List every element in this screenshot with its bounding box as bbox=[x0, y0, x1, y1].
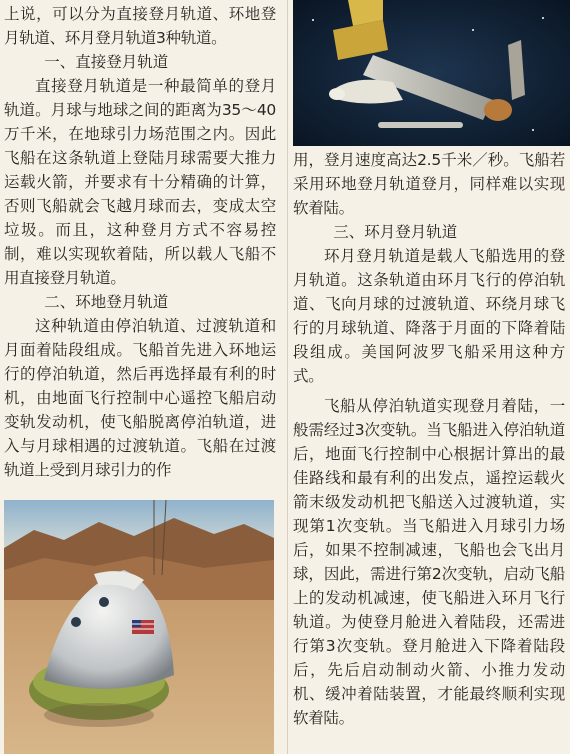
heading-direct-orbit: 一、直接登月轨道 bbox=[44, 53, 169, 71]
paragraph-orbit-transfer: 飞船从停泊轨道实现登月着陆，一般需经过3次变轨。当飞船进入停泊轨道后，地面飞行控制中心根据计算出的最佳路线和最有利的出发点，遥控运载火箭末级发动机把飞船送入过渡轨道，实现第1次变轨。当飞船进入月球引力场后，如果不控制减速，飞船也会飞出月球，因此，需进行第2次变轨，启动飞船上的发动机减速，使飞船进入环月飞行轨道。为使登月舱进入着陆段，还需进行第3次变轨。登月舱进入下降着陆段后，先后启动制动火箭、小推力发动机、缓冲着陆装置，才能最终顺利实现软着陆。 bbox=[293, 397, 565, 727]
intro-paragraph: 上说，可以分为直接登月轨道、环地登月轨道、环月登月轨道3种轨道。 bbox=[4, 5, 276, 47]
paragraph-earth-orbit: 这种轨道由停泊轨道、过渡轨道和月面着陆段组成。飞船首先进入环地运行的停泊轨道，然后再选择最有利的时机，由地面飞行控制中心遥控飞船启动变轨发动机，使飞船脱离停泊轨道，进入与月球相遇的过渡轨道。飞船在过渡轨道上受到月球引力的作 bbox=[4, 317, 276, 479]
capsule-desert-photo bbox=[4, 500, 274, 754]
heading-lunar-orbit: 三、环月登月轨道 bbox=[333, 223, 458, 241]
spacecraft-illustration bbox=[293, 0, 570, 146]
right-text bbox=[293, 148, 565, 730]
left-text-top bbox=[4, 2, 276, 482]
paragraph-lunar-orbit: 环月登月轨道是载人飞船选用的登月轨道。这条轨道由环月飞行的停泊轨道、飞向月球的过渡轨道、环绕月球飞行的月球轨道、降落于月面的下降着陆段组成。美国阿波罗飞船采用这种方式。 bbox=[293, 247, 565, 385]
heading-earth-orbit: 二、环地登月轨道 bbox=[44, 293, 169, 311]
capsule-landing-illustration bbox=[4, 500, 274, 754]
spacecraft-photo bbox=[293, 0, 570, 146]
paragraph-continued: 用，登月速度高达2.5千米／秒。飞船若采用环地登月轨道登月，同样难以实现软着陆。 bbox=[293, 151, 565, 217]
paragraph-direct-orbit: 直接登月轨道是一种最简单的登月轨道。月球与地球之间的距离为35～40万千米，在地球引力场范围之内。因此飞船在这条轨道上登陆月球需要大推力运载火箭，并要求有十分精确的计算，否则飞船就会飞越月球而去，变成太空垃圾。而且，这种登月方式不容易控制，难以实现软着陆，所以载人飞船不用直接登月轨道。 bbox=[4, 77, 276, 287]
column-divider bbox=[287, 0, 288, 754]
